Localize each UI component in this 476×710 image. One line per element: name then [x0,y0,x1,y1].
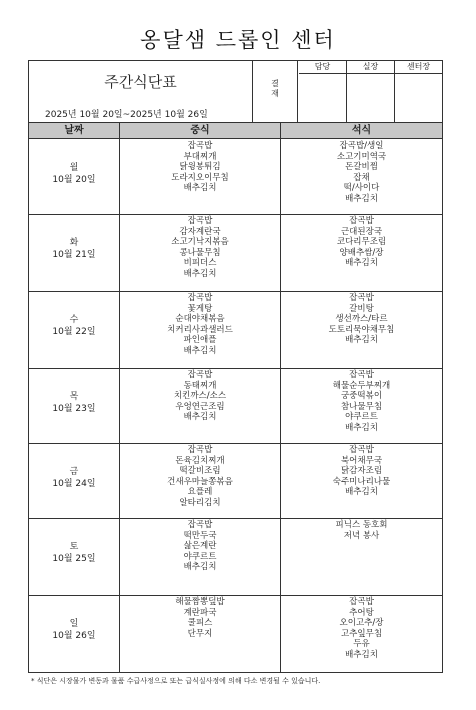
menu-item: 우엉연근조림 [175,401,225,412]
menu-item: 건새우마늘쫑볶음 [167,476,233,487]
menu-item: 야쿠르트 [183,551,217,562]
column-header [29,122,442,139]
date: 10월 24일 [52,479,96,489]
menu-item: 삶은계란 [183,541,217,552]
day-label [29,162,119,186]
dinner-menu [281,445,442,498]
lunch-menu [120,216,280,280]
menu-item: 근대된장국 [340,226,383,237]
menu-item: 오이고추/장 [339,618,384,629]
menu-item: 요플레 [187,487,213,498]
day-label [29,391,119,415]
doc-title: 주간식단표 [104,73,177,91]
menu-item: 배추김치 [345,335,378,346]
weekday: 토 [69,542,79,552]
menu-item: 꽃게탕 [187,303,213,314]
dinner-menu [281,293,442,346]
menu-item: 피닉스 동호회 [335,520,388,530]
approval-label-1: 결 [271,79,279,88]
menu-item: 배추김치 [183,183,217,194]
menu-item: 저녁 봉사 [343,530,380,541]
sign-box-manager [299,61,347,122]
approval-label-2: 재 [271,89,279,98]
menu-item: 잡곡밥 [187,141,213,151]
day-row [29,519,442,596]
sign-label: 실장 [347,61,394,74]
menu-item: 단무지 [187,628,213,639]
menu-item: 쿨피스 [187,618,213,629]
menu-item: 궁중떡볶이 [340,391,383,402]
menu-item: 잡곡밥 [349,293,374,303]
menu-item: 코다리무조림 [336,237,387,248]
menu-item: 감자계란국 [179,226,221,237]
menu-item: 배추김치 [183,345,217,356]
date: 10월 26일 [52,631,96,641]
lunch-menu [120,141,280,194]
menu-item: 닭감자조림 [340,466,383,477]
day-label [29,237,119,261]
lunch-menu [120,445,280,509]
menu-item: 잡곡밥 [349,597,374,607]
date: 10월 21일 [52,250,96,260]
menu-item: 비피더스 [183,258,217,269]
menu-item: 배추김치 [345,193,378,204]
dinner-menu [281,520,442,541]
menu-item: 추어탕 [349,607,374,618]
header-block [29,61,253,122]
weekday: 화 [69,238,79,248]
menu-item: 해물짬뽕덮밥 [175,597,225,607]
day-label [29,618,119,642]
lunch-menu [120,370,280,423]
menu-item: 북어채무국 [340,455,383,466]
menu-item: 잡곡밥 [187,520,213,530]
weekday: 금 [69,467,79,477]
divider [119,122,120,672]
menu-item: 배추김치 [345,422,378,433]
menu-item: 잡곡밥 [349,445,374,455]
weekday: 목 [69,392,79,402]
dinner-menu [281,216,442,269]
day-label [29,314,119,338]
menu-item: 잡곡밥 [187,293,213,303]
date: 10월 23일 [52,404,96,414]
menu-item: 돈육김치찌개 [175,455,225,466]
menu-item: 떡/사이다 [343,183,380,194]
dinner-menu [281,597,442,661]
menu-item: 숙주미나리나물 [332,476,391,487]
sign-label: 담당 [299,61,346,74]
day-row [29,215,442,292]
menu-item: 부대찌개 [183,151,217,162]
footnote: * 식단은 시장물가 변동과 물품 수급사정으로 또는 급식실사정에 의해 다소 변경될 수 있습니다. [31,677,321,685]
dinner-menu [281,370,442,434]
menu-item: 배추김치 [345,258,378,269]
menu-item: 알타리김치 [179,497,221,508]
menu-item: 콩나물무침 [179,247,221,258]
menu-item: 돈갈비찜 [345,162,378,173]
menu-item: 파인애플 [183,335,217,346]
sign-box-director [395,61,442,122]
lunch-menu [120,597,280,639]
menu-item: 생선까스/타르 [335,314,388,325]
approval-label [253,61,298,122]
menu-item: 떡갈비조림 [179,466,221,477]
menu-item: 배추김치 [183,412,217,423]
menu-item: 떡만두국 [183,530,217,541]
weekday: 월 [69,163,79,173]
menu-item: 야쿠르트 [345,412,378,423]
col-dinner: 석식 [351,125,372,136]
menu-item: 두유 [353,639,370,650]
menu-item: 잡곡밥 [187,370,213,380]
sign-box-chief [347,61,395,122]
day-label [29,541,119,565]
day-label [29,466,119,490]
date: 10월 20일 [52,175,96,185]
menu-item: 잡곡밥 [349,216,374,226]
date-range: 2025년 10월 20일~2025년 10월 26일 [45,110,208,120]
menu-item: 잡곡밥 [187,445,213,455]
menu-item: 해물순두부찌개 [332,380,391,391]
divider [280,122,281,672]
weekday: 수 [69,315,79,325]
col-lunch: 중식 [190,125,210,136]
menu-item: 순대야채볶음 [175,314,225,325]
day-row [29,292,442,369]
menu-sheet [28,60,443,673]
menu-item: 치킨까스/소스 [173,391,227,402]
lunch-menu [120,293,280,357]
menu-item: 소고기미역국 [336,151,387,162]
day-row [29,369,442,444]
menu-item: 잡곡밥 [187,216,213,226]
menu-item: 치커리사과샐러드 [167,324,233,335]
menu-item: 잡채 [353,172,370,183]
day-row [29,444,442,519]
col-date: 날짜 [64,125,84,136]
menu-item: 배추김치 [183,562,217,573]
menu-item: 고추잎무침 [340,628,383,639]
menu-item: 배추김치 [345,487,378,498]
menu-item: 참나물무침 [340,401,383,412]
menu-item: 잡곡밥/생일 [339,141,384,151]
sign-label: 센터장 [395,61,442,74]
menu-item: 양배추쌈/장 [339,247,384,258]
weekday: 일 [69,619,79,629]
menu-item: 잡곡밥 [349,370,374,380]
date: 10월 25일 [52,554,96,564]
menu-item: 소고기낙지볶음 [171,237,229,248]
menu-item: 닭윙봉튀김 [179,162,221,173]
menu-item: 배추김치 [183,268,217,279]
menu-item: 도토리묵야채무침 [328,324,395,335]
center-title: 옹달샘 드롭인 센터 [140,28,336,52]
day-row [29,596,442,671]
dinner-menu [281,141,442,205]
menu-item: 동태찌개 [183,380,217,391]
menu-item: 배추김치 [345,649,378,660]
day-row [29,140,442,215]
date: 10월 22일 [52,327,96,337]
menu-item: 계란파국 [183,607,217,618]
menu-item: 갈비탕 [349,303,374,314]
lunch-menu [120,520,280,573]
menu-item: 도라지오이무침 [171,172,229,183]
